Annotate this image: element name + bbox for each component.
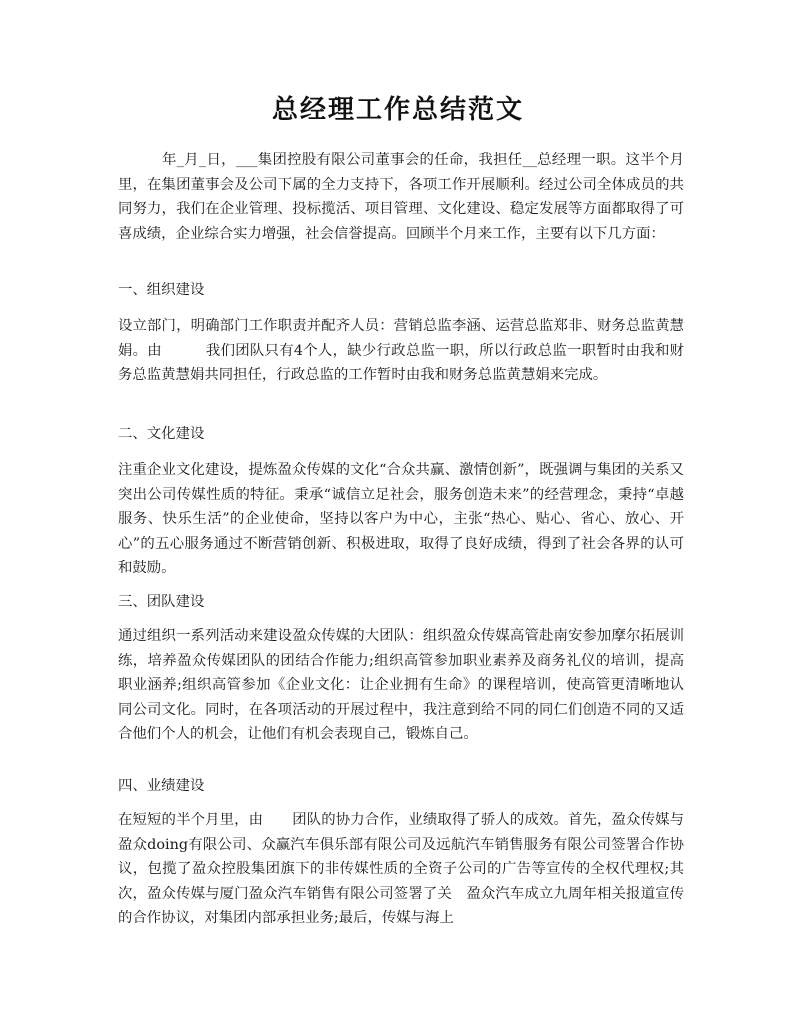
section-body-team: 通过组织一系列活动来建设盈众传媒的大团队：组织盈众传媒高管赴南安参加摩尔拓展训练，培养盈众传媒团队的团结合作能力;组织高管参加职业素养及商务礼仪的培训，提高职业涵养;组织高管参加《企业文化：让企业拥有生命》的课程培训，使高管更清晰地认同公司文化。同时，在各项活动的开展过程中，我注意到给不同的同仁们创造不同的又适合他们个人的机会，让他们有机会表现自己，锻炼自己。	[118, 628, 684, 742]
section-body-organization: 设立部门，明确部门工作职责并配齐人员：营销总监李涵、运营总监郑非、财务总监黄慧娟。由 我们团队只有4个人，缺少行政总监一职，所以行政总监一职暂时由我和财务总监黄慧娟共同担任，行政总监的工作暂时由我和财务总监黄慧娟来完成。	[118, 318, 684, 383]
section-heading-team: 三、团队建设	[118, 594, 205, 610]
intro-paragraph: 年_月_日，___集团控股有限公司董事会的任命，我担任__总经理一职。这半个月里，在集团董事会及公司下属的全力支持下，各项工作开展顺利。经过公司全体成员的共同努力，我们在企业管理、投标揽活、项目管理、文化建设、稳定发展等方面都取得了可喜成绩，企业综合实力增强，社会信誉提高。回顾半个月来工作，主要有以下几方面：	[118, 152, 684, 242]
section-body-performance: 在短短的半个月里，由 团队的协力合作，业绩取得了骄人的成效。首先，盈众传媒与盈众doing有限公司、众赢汽车俱乐部有限公司及远航汽车销售服务有限公司签署合作协议，包揽了盈众控股集团旗下的非传媒性质的全资子公司的广告等宣传的全权代理权;其次，盈众传媒与厦门盈众汽车销售有限公司签署了关 盈众汽车成立九周年相关报道宣传的合作协议，对集团内部承担业务;最后，传媒与海上	[118, 812, 684, 926]
section-heading-culture: 二、文化建设	[118, 426, 205, 442]
document-title: 总经理工作总结范文	[271, 95, 524, 125]
section-heading-organization: 一、组织建设	[118, 282, 205, 298]
section-body-culture: 注重企业文化建设，提炼盈众传媒的文化“合众共赢、激情创新”，既强调与集团的关系又突出公司传媒性质的特征。秉承“诚信立足社会，服务创造未来”的经营理念，秉持“卓越服务、快乐生活”的企业使命，坚持以客户为中心，主张“热心、贴心、省心、放心、开心”的五心服务通过不断营销创新、积极进取，取得了良好成绩，得到了社会各界的认可和鼓励。	[118, 462, 684, 576]
section-heading-performance: 四、业绩建设	[118, 778, 205, 794]
